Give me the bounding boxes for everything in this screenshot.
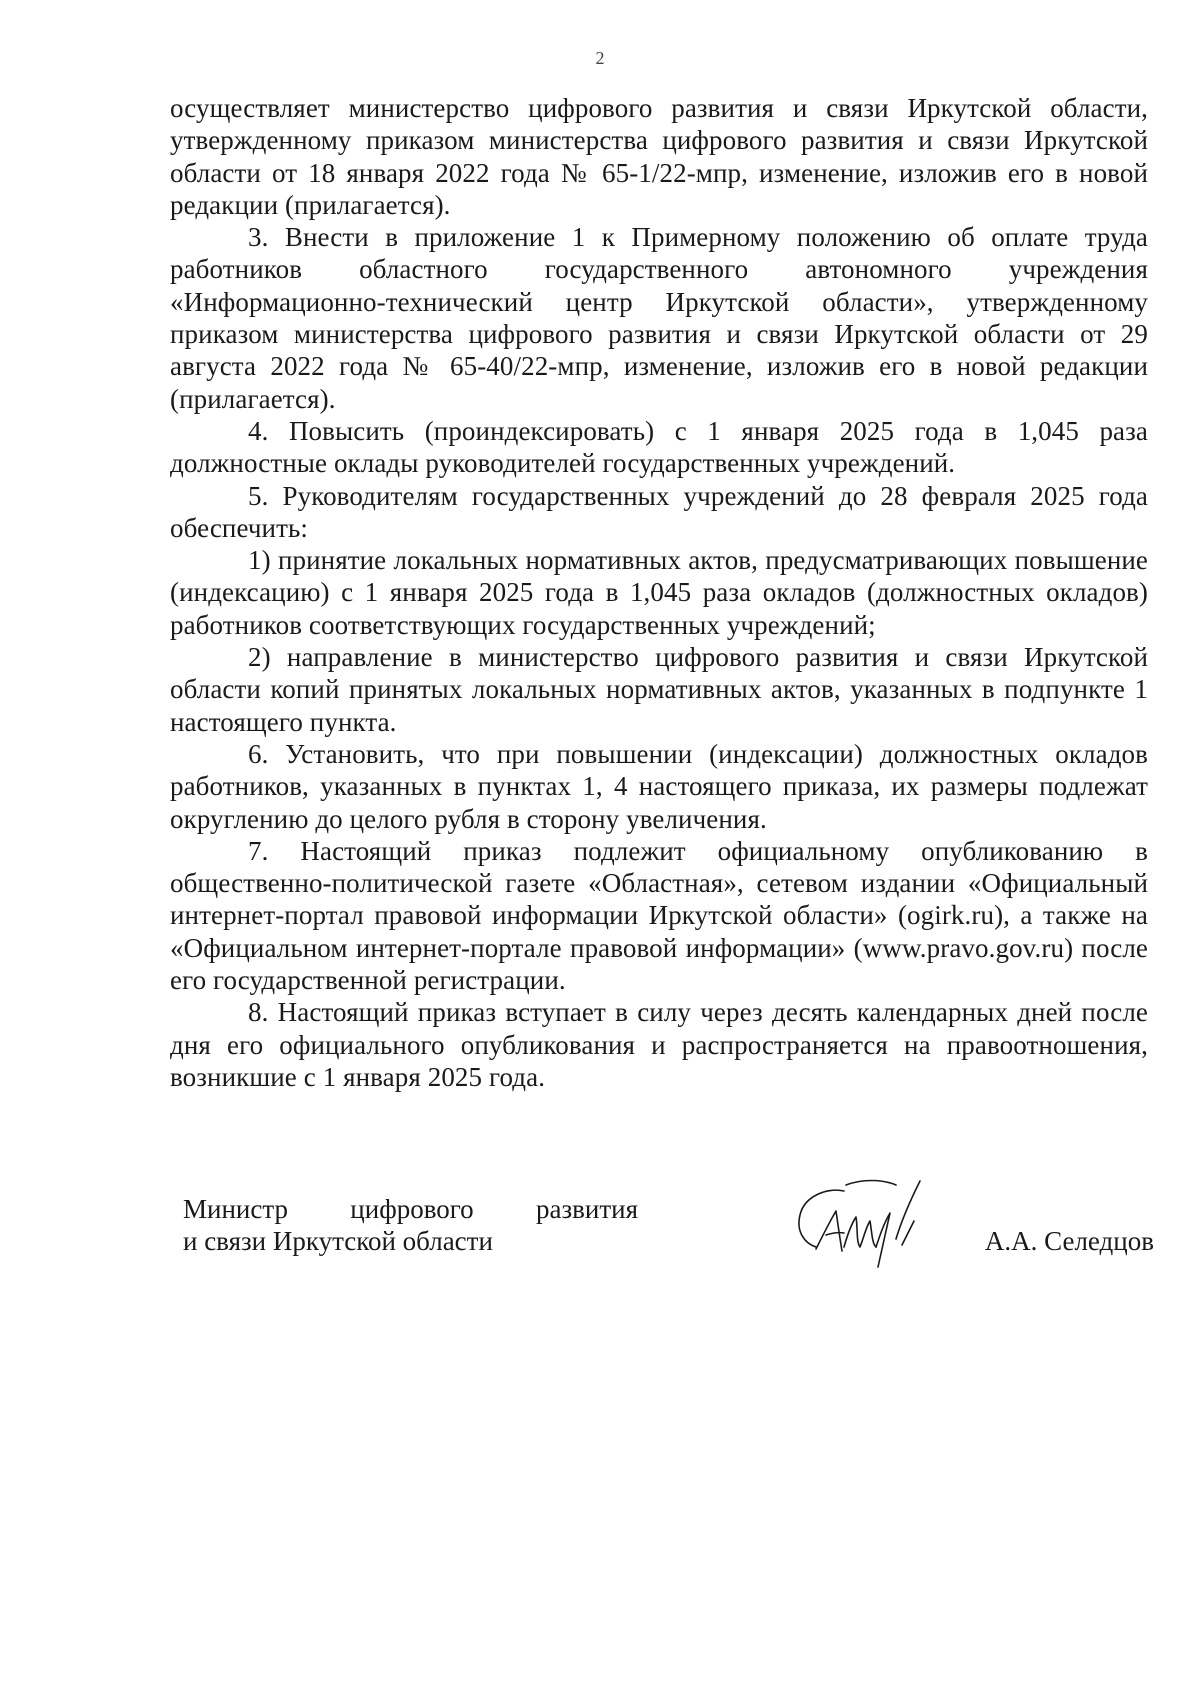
document-body bbox=[170, 92, 1148, 1093]
subparagraph-item-5-1: 1) принятие локальных нормативных актов, предусматривающих повышение (индексацию) с 1 января 2025 года в 1,045 раза окладов (должностных окладов) работников соответствующих государственных учреждений; bbox=[170, 545, 1148, 640]
paragraph-item-8: 8. Настоящий приказ вступает в силу через десять календарных дней после дня его официального опубликования и распространяется на правоотношения, возникшие с 1 января 2025 года. bbox=[170, 997, 1148, 1092]
signatory-title-line1 bbox=[183, 1193, 638, 1225]
page-number: 2 bbox=[595, 48, 605, 68]
subparagraph-item-5-2: 2) направление в министерство цифрового развития и связи Иркутской области копий принятых локальных нормативных актов, указанных в подпункте 1 настоящего пункта. bbox=[170, 642, 1148, 737]
paragraph-item-3: 3. Внести в приложение 1 к Примерному положению об оплате труда работников областного государственного автономного учреждения «Информационно-технический центр Иркутской области», утвержденному приказом министерства цифрового развития и связи Иркутской области от 29 августа 2022 года № 65-40/22-мпр, изменение, изложив его в новой редакции (прилагается). bbox=[170, 222, 1148, 414]
paragraph-item-5: 5. Руководителям государственных учреждений до 28 февраля 2025 года обеспечить: bbox=[170, 480, 1148, 543]
signatory-title-word: цифрового bbox=[350, 1194, 474, 1224]
paragraph-item-4: 4. Повысить (проиндексировать) с 1 января 2025 года в 1,045 раза должностные оклады руководителей государственных учреждений. bbox=[170, 415, 1148, 479]
signatory-title-word: Министр bbox=[183, 1194, 288, 1224]
signature-block bbox=[0, 1193, 1200, 1273]
paragraph-item-6: 6. Установить, что при повышении (индексации) должностных окладов работников, указанных в пунктах 1, 4 настоящего приказа, их размеры подлежат округлению до целого рубля в сторону увеличения. bbox=[170, 738, 1148, 834]
signatory-title-line2: и связи Иркутской области bbox=[183, 1226, 493, 1257]
signatory-title-word: развития bbox=[535, 1194, 638, 1224]
signatory-title bbox=[183, 1193, 638, 1258]
paragraph-item-7: 7. Настоящий приказ подлежит официальному опубликованию в общественно-политической газете «Областная», сетевом издании «Официальный интернет-портал правовой информации Иркутской области» (ogirk.ru), а также на «Официальном интернет-портале правовой информации» (www.pravo.gov.ru) после его государственной регистрации. bbox=[170, 835, 1148, 996]
handwritten-signature bbox=[786, 1177, 946, 1277]
signatory-name: А.А. Селедцов bbox=[984, 1226, 1154, 1256]
paragraph-continuation: осуществляет министерство цифрового развития и связи Иркутской области, утвержденному приказом министерства цифрового развития и связи Иркутской области от 18 января 2022 года № 65-1/22-мпр, изменение, изложив его в новой редакции (прилагается). bbox=[170, 93, 1148, 220]
